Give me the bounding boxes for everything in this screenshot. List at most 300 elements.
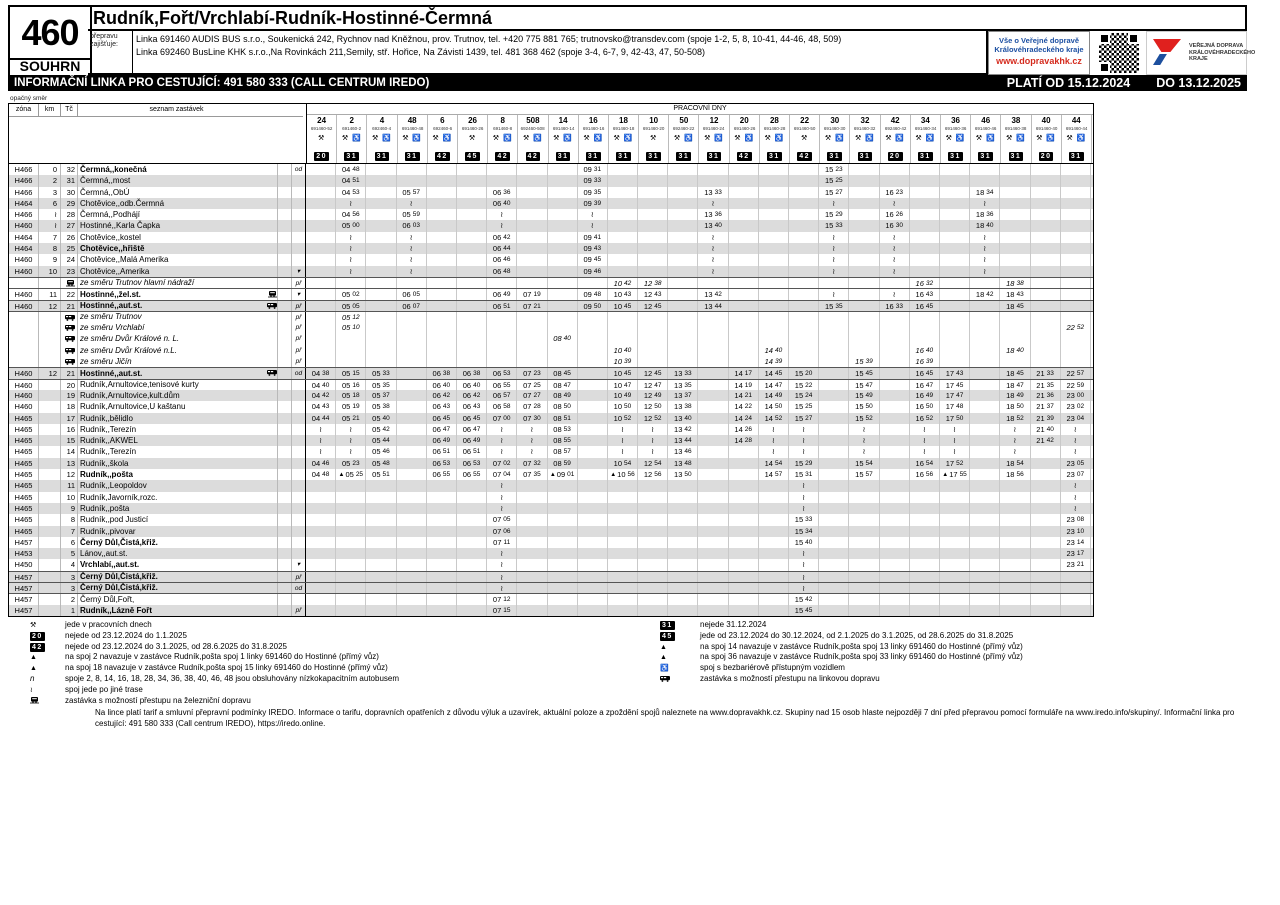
time-cell xyxy=(517,435,547,446)
time-cell xyxy=(608,254,638,265)
time-cell: 13 42 xyxy=(668,424,698,435)
bus-icon xyxy=(660,676,670,682)
time-cell: 13 33 xyxy=(698,187,728,198)
time-cell xyxy=(819,605,849,616)
time-cell xyxy=(517,583,547,593)
time-cell: 09 31 xyxy=(578,164,608,175)
time-cell xyxy=(336,514,366,525)
promo-text: Vše o Veřejné dopravě Královéhradeckého kraje xyxy=(994,36,1084,54)
time-cell xyxy=(1000,492,1030,503)
time-cell: 15 35 xyxy=(819,301,849,311)
trip-line-code: 691460-20 xyxy=(642,126,665,132)
time-cell xyxy=(759,278,789,288)
time-cell xyxy=(366,559,396,570)
time-cell xyxy=(306,572,336,582)
time-cell xyxy=(1031,503,1061,514)
time-cell: 13 37 xyxy=(668,390,698,401)
time-cell xyxy=(698,514,728,525)
zone-cell: H460 xyxy=(9,390,39,401)
stop-row xyxy=(9,243,1093,254)
time-cell xyxy=(668,356,698,367)
stop-name: Rudník,,pivovar xyxy=(80,526,136,536)
time-cell xyxy=(729,243,759,254)
trip-column-header xyxy=(549,115,579,163)
time-cell: 05 35 xyxy=(366,380,396,390)
trip-number: 508 xyxy=(526,116,540,125)
time-cell xyxy=(819,356,849,367)
time-cell xyxy=(880,537,910,548)
calendar-note-badge: 31 xyxy=(1070,153,1082,160)
time-cell xyxy=(819,368,849,378)
bus-icon xyxy=(267,303,277,309)
time-cell: 17 52 xyxy=(940,458,970,469)
time-cell xyxy=(608,333,638,344)
time-cell xyxy=(517,503,547,514)
time-cell: 12 52 xyxy=(638,413,668,424)
trip-symbols: ⚒ ♿ xyxy=(885,135,906,142)
time-cell xyxy=(306,301,336,311)
other-route-mark: ≀ xyxy=(530,436,534,446)
stop-name: ze směru Trutnov hlavní nádraží xyxy=(80,278,195,288)
legend-row xyxy=(0,674,640,685)
time-cell: 08 40 xyxy=(548,333,578,344)
zone-cell: H466 xyxy=(9,187,39,198)
calendar-note-badge: 31 xyxy=(859,153,871,160)
time-cell xyxy=(487,278,517,288)
time-cell: 17 45 xyxy=(940,380,970,390)
time-cell: 09 39 xyxy=(578,198,608,209)
time-cell xyxy=(819,312,849,322)
km-cell: ≀ xyxy=(39,220,61,231)
calendar-note-badge: 42 xyxy=(527,153,539,160)
time-cell xyxy=(729,356,759,367)
time-cell: 23 07 xyxy=(1061,469,1091,480)
time-cell: 07 25 xyxy=(517,380,547,390)
promo-box xyxy=(988,31,1090,75)
time-cell xyxy=(548,187,578,198)
time-cell xyxy=(608,164,638,175)
trip-note xyxy=(579,145,608,163)
time-cell xyxy=(1000,232,1030,243)
time-cell xyxy=(668,594,698,604)
time-cell xyxy=(487,175,517,186)
time-cell: 05 42 xyxy=(366,424,396,435)
calendar-note-badge: 31 xyxy=(406,153,418,160)
time-cell xyxy=(366,198,396,209)
time-cell xyxy=(578,209,608,220)
zone-cell xyxy=(9,345,39,356)
time-cell: 18 42 xyxy=(970,289,1000,299)
trip-number: 30 xyxy=(830,116,840,125)
trip-column-header xyxy=(579,115,609,163)
time-cell xyxy=(759,333,789,344)
time-cell xyxy=(517,164,547,175)
time-cell xyxy=(457,514,487,525)
time-cell xyxy=(789,435,819,446)
time-cell xyxy=(759,289,789,299)
time-cell xyxy=(608,266,638,277)
time-cell xyxy=(638,356,668,367)
stop-row xyxy=(9,288,1093,299)
time-cell xyxy=(427,209,457,220)
time-cell xyxy=(306,175,336,186)
time-cell xyxy=(759,164,789,175)
time-cell xyxy=(849,492,879,503)
stop-row xyxy=(9,435,1093,446)
time-cell xyxy=(698,469,728,480)
time-cell xyxy=(698,503,728,514)
train-icon xyxy=(30,697,39,704)
time-cell xyxy=(849,514,879,525)
calendar-note-badge: 31 xyxy=(662,622,673,629)
time-cell xyxy=(578,469,608,480)
time-cell xyxy=(1061,435,1091,446)
time-cell xyxy=(819,322,849,333)
other-route-mark: ≀ xyxy=(802,447,806,457)
stop-row xyxy=(9,379,1093,390)
stop-code-cell: 11 xyxy=(61,480,78,491)
time-cell xyxy=(819,469,849,480)
zone-cell: H466 xyxy=(9,175,39,186)
time-cell xyxy=(759,175,789,186)
od-pr-mark xyxy=(292,232,306,243)
time-cell xyxy=(880,413,910,424)
time-cell xyxy=(578,345,608,356)
time-cell xyxy=(910,526,940,537)
calendar-note-badge: 31 xyxy=(919,153,931,160)
time-cell xyxy=(427,243,457,254)
time-cell: 15 31 xyxy=(789,469,819,480)
km-cell: 9 xyxy=(39,254,61,265)
time-cell xyxy=(578,322,608,333)
time-cell xyxy=(1000,312,1030,322)
time-cell xyxy=(397,514,427,525)
time-cell xyxy=(548,559,578,570)
time-cell xyxy=(880,594,910,604)
time-cell xyxy=(789,356,819,367)
time-cell xyxy=(336,356,366,367)
time-cell xyxy=(397,390,427,401)
time-cell xyxy=(729,446,759,457)
time-cell: 15 57 xyxy=(849,469,879,480)
time-cell: 08 50 xyxy=(548,401,578,412)
time-cell: 21 42 xyxy=(1031,435,1061,446)
time-cell xyxy=(789,289,819,299)
time-cell xyxy=(789,548,819,559)
time-cell xyxy=(910,175,940,186)
bus-icon xyxy=(267,370,277,376)
km-cell xyxy=(39,413,61,424)
zone-cell: H466 xyxy=(9,209,39,220)
zone-cell xyxy=(9,322,39,333)
workdays-group-header: PRACOVNÍ DNY xyxy=(307,104,1093,115)
time-cell: 12 45 xyxy=(638,368,668,378)
time-cell xyxy=(638,175,668,186)
time-cell xyxy=(668,209,698,220)
time-cell xyxy=(397,480,427,491)
time-cell: 16 40 xyxy=(910,345,940,356)
time-cell xyxy=(789,266,819,277)
time-cell xyxy=(487,492,517,503)
time-cell xyxy=(880,424,910,435)
time-cell: 06 44 xyxy=(487,243,517,254)
trip-line-code: 691460-26 xyxy=(733,126,755,132)
time-cell: 14 54 xyxy=(759,458,789,469)
km-cell xyxy=(39,390,61,401)
time-cell xyxy=(759,526,789,537)
stop-code-cell: 31 xyxy=(61,175,78,186)
time-cell xyxy=(397,401,427,412)
stop-code-cell: 17 xyxy=(61,413,78,424)
km-cell xyxy=(39,458,61,469)
time-cell xyxy=(457,254,487,265)
time-cell: 14 17 xyxy=(729,368,759,378)
time-cell xyxy=(638,164,668,175)
stop-code-cell: 16 xyxy=(61,424,78,435)
trip-column-header xyxy=(458,115,488,163)
time-cell: 15 20 xyxy=(789,368,819,378)
time-cell xyxy=(1000,356,1030,367)
time-cell xyxy=(729,198,759,209)
time-cell xyxy=(306,594,336,604)
time-cell xyxy=(306,266,336,277)
stop-row xyxy=(9,390,1093,401)
time-cell xyxy=(1061,198,1091,209)
time-cell xyxy=(970,232,1000,243)
time-cell xyxy=(306,312,336,322)
time-cell xyxy=(880,356,910,367)
od-pr-mark xyxy=(292,458,306,469)
time-cell xyxy=(548,526,578,537)
od-pr-mark xyxy=(292,514,306,525)
time-cell xyxy=(789,322,819,333)
time-cell xyxy=(880,164,910,175)
od-pr-mark: př xyxy=(292,572,306,582)
time-cell: 13 50 xyxy=(668,469,698,480)
trip-number: 10 xyxy=(649,116,659,125)
legend-symbol: ▲ xyxy=(660,654,667,662)
time-cell: 08 55 xyxy=(548,435,578,446)
time-cell: 05 05 xyxy=(336,301,366,311)
zone-cell xyxy=(9,312,39,322)
calendar-note-badge: 31 xyxy=(950,153,961,160)
time-cell xyxy=(1031,266,1061,277)
stop-name: Chotěvice,,kostel xyxy=(80,232,141,242)
time-cell xyxy=(306,345,336,356)
stop-code-cell: 30 xyxy=(61,187,78,198)
stop-code-cell: 24 xyxy=(61,254,78,265)
time-cell xyxy=(698,232,728,243)
time-cell xyxy=(849,278,879,288)
trip-number: 48 xyxy=(407,116,417,125)
trip-number: 4 xyxy=(379,116,385,125)
time-cell xyxy=(849,322,879,333)
trip-note xyxy=(911,145,940,163)
time-cell xyxy=(940,266,970,277)
legend-text: jede v pracovních dnech xyxy=(65,620,152,629)
time-cell xyxy=(366,526,396,537)
time-cell xyxy=(849,548,879,559)
trip-note xyxy=(971,145,1000,163)
time-cell xyxy=(306,322,336,333)
other-route-mark: ≀ xyxy=(500,481,504,491)
time-cell xyxy=(1000,175,1030,186)
time-cell xyxy=(849,605,879,616)
stop-code-cell: 5 xyxy=(61,548,78,559)
stop-row xyxy=(9,367,1093,378)
time-cell: 13 40 xyxy=(668,413,698,424)
time-cell xyxy=(940,312,970,322)
time-cell xyxy=(608,583,638,593)
time-cell xyxy=(608,480,638,491)
stop-row xyxy=(9,537,1093,548)
operator-line-1: Linka 691460 AUDIS BUS s.r.o., Soukenická 242, Rychnov nad Kněžnou, prov. Trutnov, tel. +420 775 881 765; trutnovsko@transdev.com (spoje 1-2, 5, 8, 10-41, 44-46, 48, 509) xyxy=(136,34,842,44)
time-cell xyxy=(366,583,396,593)
time-cell xyxy=(910,492,940,503)
time-cell xyxy=(789,175,819,186)
stop-row xyxy=(9,582,1093,593)
other-route-mark: ≀ xyxy=(1013,424,1017,434)
time-cell: 06 42 xyxy=(427,390,457,401)
time-cell xyxy=(457,480,487,491)
km-cell: 0 xyxy=(39,164,61,175)
time-cell xyxy=(668,537,698,548)
trip-symbols: ⚒ ♿ xyxy=(492,135,513,142)
time-cell xyxy=(940,537,970,548)
time-cell xyxy=(517,492,547,503)
time-cell: 14 19 xyxy=(729,380,759,390)
time-cell xyxy=(1031,345,1061,356)
time-cell xyxy=(457,572,487,582)
stop-name: Rudník,,pošta xyxy=(80,503,130,513)
time-cell xyxy=(819,401,849,412)
od-pr-mark: př xyxy=(292,312,306,322)
time-cell: 18 49 xyxy=(1000,390,1030,401)
time-cell xyxy=(548,220,578,231)
trip-number: 50 xyxy=(679,116,689,125)
time-cell: 05 19 xyxy=(336,401,366,412)
legend-row xyxy=(630,652,1270,663)
legend-row xyxy=(630,631,1270,642)
time-cell xyxy=(940,345,970,356)
time-cell xyxy=(729,605,759,616)
stop-code-cell: 7 xyxy=(61,526,78,537)
time-cell xyxy=(336,594,366,604)
time-cell: 17 48 xyxy=(940,401,970,412)
time-cell: 10 54 xyxy=(608,458,638,469)
zone-cell: H465 xyxy=(9,446,39,457)
time-cell xyxy=(1031,559,1061,570)
time-cell xyxy=(427,301,457,311)
time-cell xyxy=(397,446,427,457)
time-cell xyxy=(306,537,336,548)
km-cell xyxy=(39,356,61,367)
other-route-mark: ≀ xyxy=(922,424,926,434)
time-cell: 18 52 xyxy=(1000,413,1030,424)
time-cell xyxy=(759,514,789,525)
time-cell xyxy=(1061,480,1091,491)
trip-note xyxy=(609,145,638,163)
time-cell: 07 11 xyxy=(487,537,517,548)
legend-text: nejede 31.12.2024 xyxy=(700,620,767,629)
zone-cell: H464 xyxy=(9,198,39,209)
time-cell xyxy=(517,175,547,186)
stop-name: Chotěvice,,Malá Amerika xyxy=(80,255,169,265)
time-cell xyxy=(306,492,336,503)
time-cell: 16 43 xyxy=(910,289,940,299)
time-cell xyxy=(306,356,336,367)
time-cell xyxy=(638,572,668,582)
time-cell xyxy=(457,278,487,288)
stop-row xyxy=(9,401,1093,412)
time-cell xyxy=(789,333,819,344)
time-cell xyxy=(1000,583,1030,593)
time-cell xyxy=(910,572,940,582)
time-cell xyxy=(306,278,336,288)
time-cell xyxy=(1000,435,1030,446)
zone-cell: H457 xyxy=(9,583,39,593)
time-cell xyxy=(819,435,849,446)
time-cell xyxy=(698,424,728,435)
calendar-note-badge: 31 xyxy=(678,153,690,160)
stop-name: Rudník,,Lázně Fořt xyxy=(80,605,152,615)
other-route-mark: ≀ xyxy=(1073,503,1077,513)
km-cell xyxy=(39,594,61,604)
km-header: km xyxy=(39,104,61,117)
trip-column-header xyxy=(428,115,458,163)
trip-symbols: ⚒ ♿ xyxy=(915,135,936,142)
time-cell xyxy=(759,232,789,243)
zone-cell: H460 xyxy=(9,266,39,277)
time-cell: 16 30 xyxy=(880,220,910,231)
time-cell: 23 10 xyxy=(1061,526,1091,537)
time-cell xyxy=(910,537,940,548)
legend-row xyxy=(0,642,640,653)
other-route-mark: ≀ xyxy=(862,447,866,457)
other-route-mark: ≀ xyxy=(1013,436,1017,446)
other-route-mark: ≀ xyxy=(651,447,655,457)
time-cell xyxy=(880,243,910,254)
time-cell: 09 48 xyxy=(578,289,608,299)
time-cell xyxy=(457,209,487,220)
time-cell xyxy=(517,209,547,220)
time-cell xyxy=(578,605,608,616)
time-cell xyxy=(698,559,728,570)
time-cell xyxy=(910,559,940,570)
trip-column-header xyxy=(1001,115,1031,163)
time-cell xyxy=(970,368,1000,378)
trip-number: 16 xyxy=(588,116,598,125)
time-cell xyxy=(1061,424,1091,435)
khk-logo xyxy=(1146,31,1256,75)
zone-cell: H457 xyxy=(9,594,39,604)
other-route-mark: ≀ xyxy=(983,244,987,254)
time-cell: 15 54 xyxy=(849,458,879,469)
time-cell: 15 42 xyxy=(789,594,819,604)
trip-column-header xyxy=(971,115,1001,163)
legend-text: zastávka s možností přestupu na železniční dopravu xyxy=(65,695,251,705)
other-route-mark: ≀ xyxy=(711,244,715,254)
time-cell xyxy=(1061,446,1091,457)
time-cell xyxy=(457,356,487,367)
time-cell xyxy=(638,492,668,503)
time-cell xyxy=(819,559,849,570)
other-route-mark: ≀ xyxy=(651,436,655,446)
time-cell xyxy=(397,368,427,378)
time-cell: 07 05 xyxy=(487,514,517,525)
time-cell xyxy=(729,187,759,198)
trip-column-header xyxy=(881,115,911,163)
